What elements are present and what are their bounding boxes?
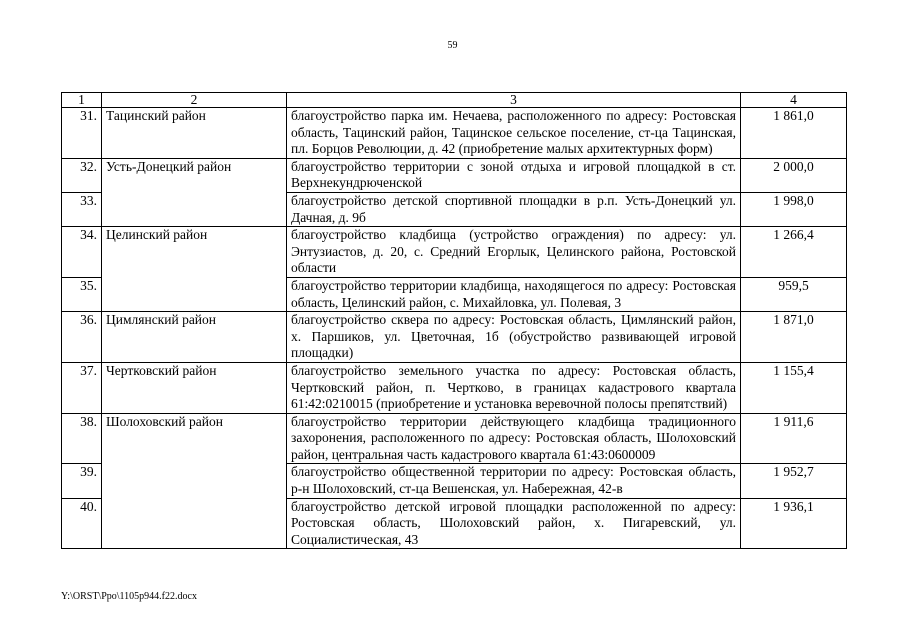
table-row	[62, 227, 847, 278]
table-row	[62, 413, 847, 464]
project-description: благоустройство территории с зоной отдыха и игровой площадкой в ст. Верхнекундрюченской	[287, 158, 741, 192]
project-description: благоустройство общественной территории по адресу: Ростовская область, р-н Шолоховский, ст-ца Вешенская, ул. Набережная, 42-в	[287, 464, 741, 498]
funding-amount: 1 861,0	[741, 108, 847, 159]
row-number: 35.	[62, 277, 102, 311]
funding-amount: 959,5	[741, 277, 847, 311]
district-name: Целинский район	[102, 227, 287, 312]
row-number: 34.	[62, 227, 102, 278]
row-number: 37.	[62, 362, 102, 413]
row-number: 31.	[62, 108, 102, 159]
document-file-path: Y:\ORST\Ppo\1105p944.f22.docx	[61, 591, 197, 602]
district-name: Шолоховский район	[102, 413, 287, 549]
funding-amount: 1 936,1	[741, 498, 847, 549]
district-name: Чертковский район	[102, 362, 287, 413]
column-header: 1	[62, 93, 102, 108]
district-name: Цимлянский район	[102, 312, 287, 363]
funding-amount: 1 155,4	[741, 362, 847, 413]
table-row	[62, 312, 847, 363]
funding-amount: 1 266,4	[741, 227, 847, 278]
district-name: Усть-Донецкий район	[102, 158, 287, 226]
table-row	[62, 108, 847, 159]
row-number: 36.	[62, 312, 102, 363]
project-description: благоустройство земельного участка по адресу: Ростовская область, Чертковский район, п. Чертково, в границах кадастрового квартала 61:42:0210015 (приобретение и установка веревочной полосы препятствий)	[287, 362, 741, 413]
project-description: благоустройство детской игровой площадки расположенной по адресу: Ростовская область, Шолоховский район, х. Пигаревский, ул. Социалистическая, 43	[287, 498, 741, 549]
project-description: благоустройство детской спортивной площадки в р.п. Усть-Донецкий ул. Дачная, д. 9б	[287, 192, 741, 226]
district-name: Тацинский район	[102, 108, 287, 159]
row-number: 38.	[62, 413, 102, 464]
column-header: 4	[741, 93, 847, 108]
column-header: 2	[102, 93, 287, 108]
row-number: 32.	[62, 158, 102, 192]
funding-amount: 1 998,0	[741, 192, 847, 226]
funding-amount: 1 871,0	[741, 312, 847, 363]
project-description: благоустройство парка им. Нечаева, расположенного по адресу: Ростовская область, Тацинский район, Тацинское сельское поселение, ст-ца Тацинская, пл. Борцов Революции, д. 42 (приобретение малых архитектурных форм)	[287, 108, 741, 159]
project-description: благоустройство территории кладбища, находящегося по адресу: Ростовская область, Целинский район, с. Михайловка, ул. Полевая, 3	[287, 277, 741, 311]
funding-amount: 1 952,7	[741, 464, 847, 498]
row-number: 39.	[62, 464, 102, 498]
project-description: благоустройство кладбища (устройство ограждения) по адресу: ул. Энтузиастов, д. 20, с. Средний Егорлык, Целинского района, Ростовской области	[287, 227, 741, 278]
table-header-row	[62, 93, 847, 108]
column-header: 3	[287, 93, 741, 108]
funding-amount: 2 000,0	[741, 158, 847, 192]
funding-table	[61, 92, 847, 549]
table-row	[62, 158, 847, 192]
funding-amount: 1 911,6	[741, 413, 847, 464]
row-number: 33.	[62, 192, 102, 226]
row-number: 40.	[62, 498, 102, 549]
project-description: благоустройство территории действующего кладбища традиционного захоронения, расположенного по адресу: Ростовская область, Шолоховский район, центральная часть кадастрового квартала 61:43:0600009	[287, 413, 741, 464]
table-row	[62, 362, 847, 413]
page-number: 59	[447, 40, 458, 51]
project-description: благоустройство сквера по адресу: Ростовская область, Цимлянский район, х. Паршиков, ул. Цветочная, 1б (обустройство развивающей игровой площадки)	[287, 312, 741, 363]
